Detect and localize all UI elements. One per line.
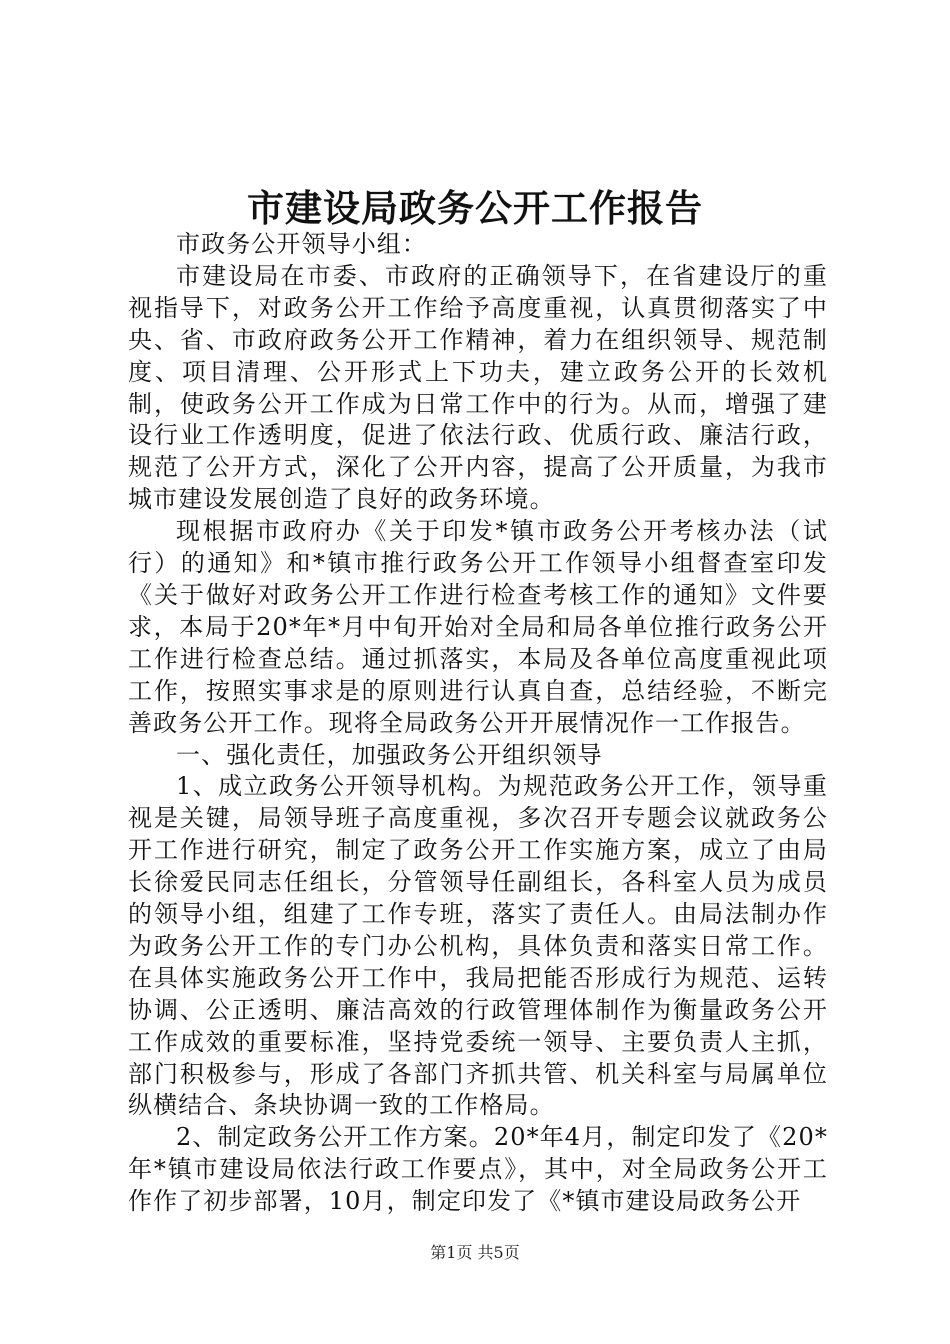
intro-paragraph: 市建设局在市委、市政府的正确领导下，在省建设厅的重视指导下，对政务公开工作给予高度重视，认真贯彻落实了中央、省、市政府政务公开工作精神，着力在组织领导、规范制度、项目清理、公开形式上下功夫，建立政务公开的长效机制，使政务公开工作成为日常工作中的行为。从而，增强了建设行业工作透明度，促进了依法行政、优质行政、廉洁行政，规范了公开方式，深化了公开内容，提高了公开质量，为我市城市建设发展创造了良好的政务环境。 — [128, 261, 828, 514]
background-paragraph: 现根据市政府办《关于印发*镇市政务公开考核办法（试行）的通知》和*镇市推行政务公开工作领导小组督查室印发《关于做好对政务公开工作进行检查考核工作的通知》文件要求，本局于20*年*月中旬开始对全局和局各单位推行政务公开工作进行检查总结。通过抓落实，本局及各单位高度重视此项工作，按照实事求是的原则进行认真自查，总结经验，不断完善政务公开工作。现将全局政务公开开展情况作一工作报告。 — [128, 517, 828, 737]
document-title: 市建设局政务公开工作报告 — [247, 186, 703, 230]
item-1-paragraph: 1、成立政务公开领导机构。为规范政务公开工作，领导重视是关键，局领导班子高度重视，多次召开专题会议就政务公开工作进行研究，制定了政务公开工作实施方案，成立了由局长徐爱民同志任组长，分管领导任副组长，各科室人员为成员的领导小组，组建了工作专班，落实了责任人。由局法制办作为政务公开工作的专门办公机构，具体负责和落实日常工作。在具体实施政务公开工作中，我局把能否形成行为规范、运转协调、公正透明、廉洁高效的行政管理体制作为衡量政务公开工作成效的重要标准，坚持党委统一领导、主要负责人主抓，部门积极参与，形成了各部门齐抓共管、机关科室与局属单位纵横结合、条块协调一致的工作格局。 — [128, 772, 828, 1120]
item-2-paragraph: 2、制定政务公开工作方案。20*年4月，制定印发了《20*年*镇市建设局依法行政工作要点》，其中，对全局政务公开工作作了初步部署，10月，制定印发了《*镇市建设局政务公开 — [128, 1123, 828, 1216]
salutation-paragraph: 市政务公开领导小组： — [176, 230, 427, 258]
section-heading: 一、强化责任，加强政务公开组织领导 — [176, 740, 603, 769]
document-body — [128, 229, 828, 1218]
page-number-footer: 第1页 共5页 — [430, 1243, 520, 1262]
